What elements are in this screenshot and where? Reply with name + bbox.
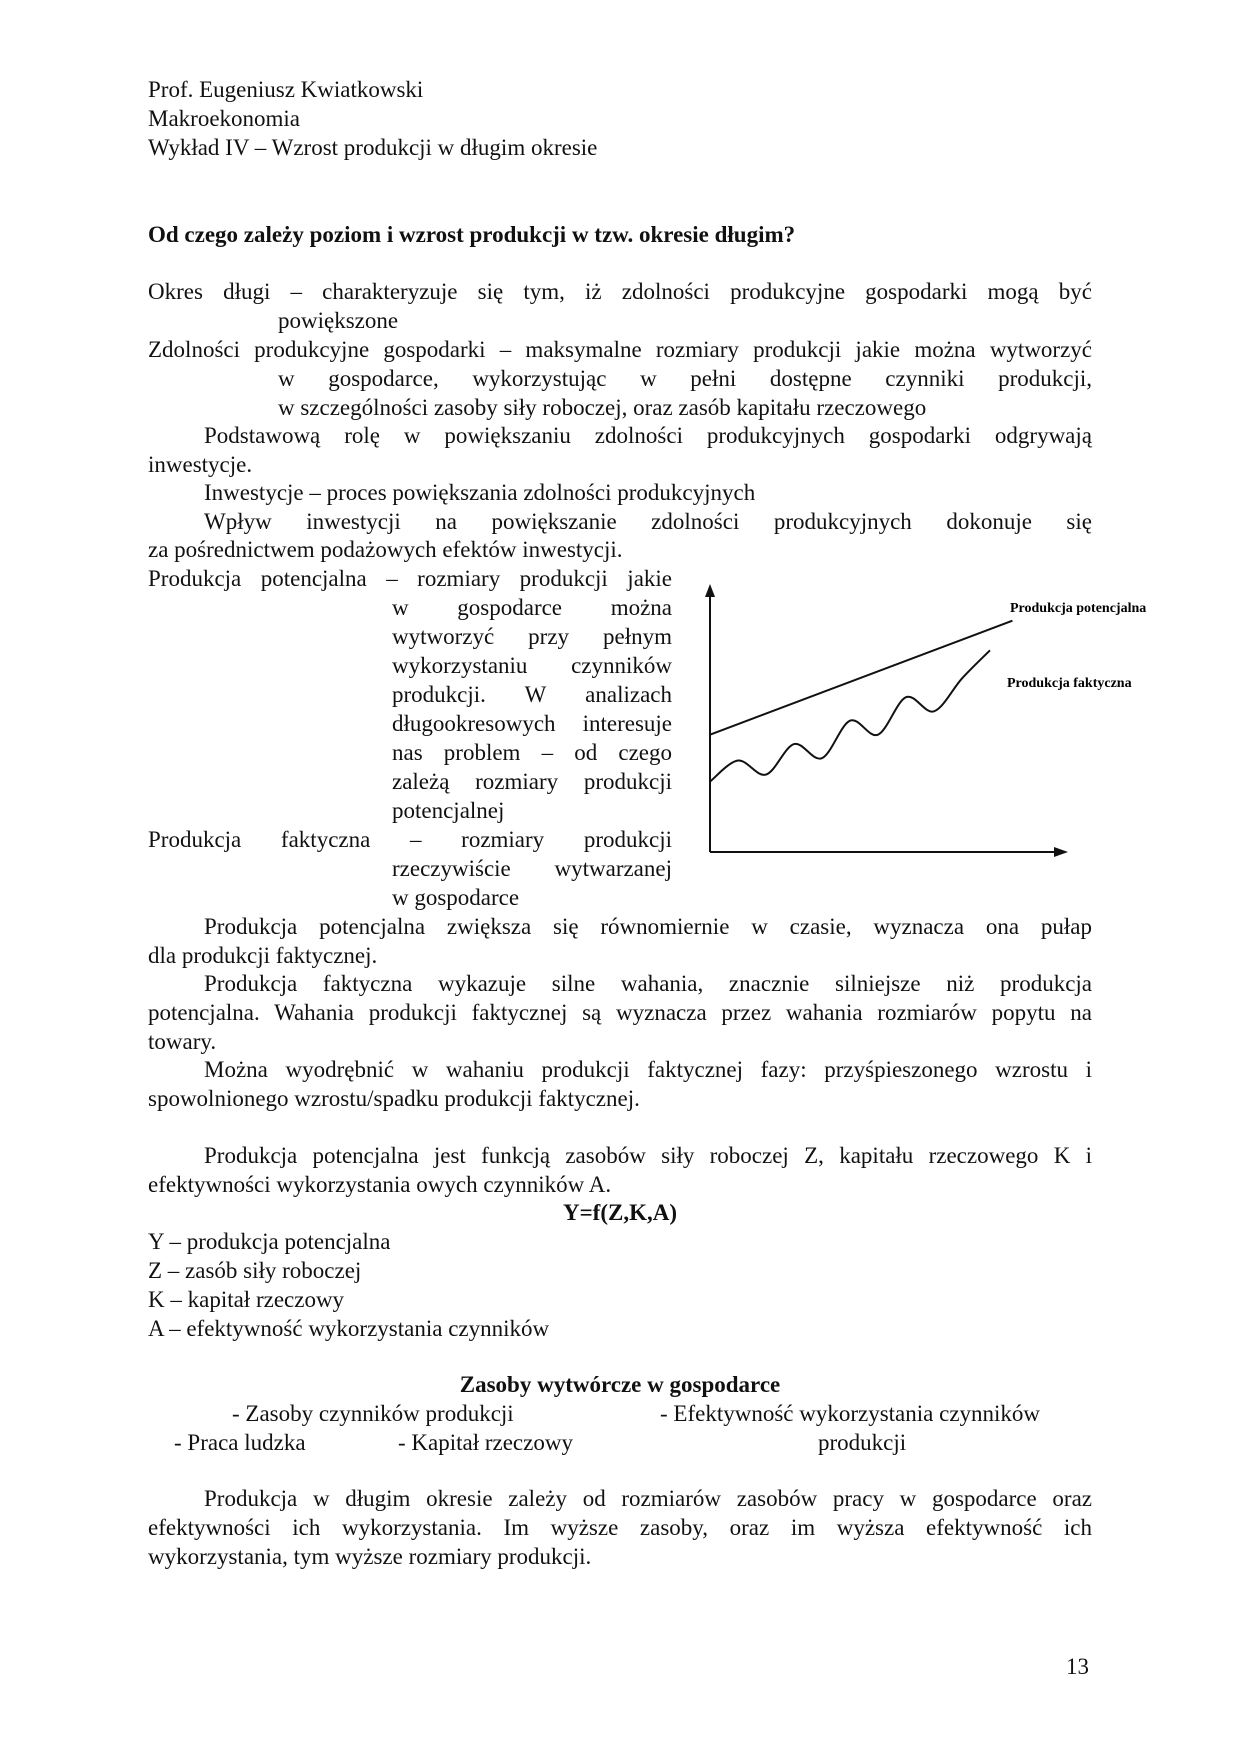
page-number: 13	[1066, 1654, 1089, 1679]
formula: Y=f(Z,K,A)	[562, 1200, 678, 1225]
conclusion-line3: wykorzystania, tym wyższe rozmiary produkcji.	[148, 1544, 592, 1569]
legend-a: A – efektywność wykorzystania czynników	[148, 1316, 550, 1341]
zasoby-heading: Zasoby wytwórcze w gospodarce	[459, 1372, 781, 1397]
zdolnosci-line3: w szczególności zasoby siły roboczej, oraz zasób kapitału rzeczowego	[278, 395, 927, 420]
para1-line1: Produkcja potencjalna zwiększa się równomiernie w czasie, wyznacza ona pułap	[204, 914, 1092, 939]
potencjalna-def-line6: długookresowych interesuje	[392, 711, 672, 736]
conclusion-line2: efektywności ich wykorzystania. Im wyższe zasoby, oraz im wyższa efektywność ich	[148, 1515, 1092, 1540]
funkcja-line1: Produkcja potencjalna jest funkcją zasobów siły roboczej Z, kapitału rzeczowego K i	[204, 1143, 1092, 1168]
potencjalna-def-line1: Produkcja potencjalna – rozmiary produkcji jakie	[148, 566, 672, 591]
para3-line2: spowolnionego wzrostu/spadku produkcji faktycznej.	[148, 1086, 640, 1111]
faktyczna-def-line3: w gospodarce	[392, 885, 520, 910]
potencjalna-def-line5: produkcji. W analizach	[392, 682, 672, 707]
section-heading: Od czego zależy poziom i wzrost produkcji w tzw. okresie długim?	[148, 222, 796, 247]
potencjalna-def-line7: nas problem – od czego	[392, 740, 672, 765]
para2-line1: Produkcja faktyczna wykazuje silne wahania, znacznie silniejsze niż produkcja	[204, 971, 1092, 996]
inwestycje-definition: Inwestycje – proces powiększania zdolności produkcyjnych	[204, 480, 756, 505]
zdolnosci-line2: w gospodarce, wykorzystując w pełni dostępne czynniki produkcji,	[278, 366, 1092, 391]
author: Prof. Eugeniusz Kwiatkowski	[148, 77, 424, 102]
series-label-faktyczna: Produkcja faktyczna	[1007, 676, 1132, 691]
podstawowa-line2: inwestycje.	[148, 452, 253, 477]
potencjalna-def-line3: wytworzyć przy pełnym	[392, 624, 672, 649]
potencjalna-def-line4: wykorzystaniu czynników	[392, 653, 672, 678]
para3-line1: Można wyodrębnić w wahaniu produkcji faktycznej fazy: przyśpieszonego wzrostu i	[204, 1057, 1092, 1082]
faktyczna-def-line1: Produkcja faktyczna – rozmiary produkcji	[148, 827, 672, 852]
podstawowa-line1: Podstawową rolę w powiększaniu zdolności produkcyjnych gospodarki odgrywają	[204, 423, 1092, 448]
zasoby-item-kapital: - Kapitał rzeczowy	[398, 1430, 573, 1455]
x-axis	[710, 847, 1068, 857]
zasoby-item-praca: - Praca ludzka	[174, 1430, 306, 1455]
production-chart	[700, 580, 1180, 870]
zdolnosci-line1: Zdolności produkcyjne gospodarki – maksymalne rozmiary produkcji jakie można wytworzyć	[148, 337, 1092, 362]
para1-line2: dla produkcji faktycznej.	[148, 943, 378, 968]
funkcja-line2: efektywności wykorzystania owych czynników A.	[148, 1172, 612, 1197]
wplyw-line1: Wpływ inwestycji na powiększanie zdolności produkcyjnych dokonuje się	[204, 509, 1092, 534]
legend-k: K – kapitał rzeczowy	[148, 1287, 345, 1312]
series-label-potencjalna: Produkcja potencjalna	[1010, 601, 1147, 616]
lecture-title: Wykład IV – Wzrost produkcji w długim okresie	[148, 135, 598, 160]
potencjalna-def-line2: w gospodarce można	[392, 595, 672, 620]
series-line-potencjalna	[710, 621, 1012, 735]
course-title: Makroekonomia	[148, 106, 301, 131]
para2-line3: towary.	[148, 1029, 217, 1054]
y-axis	[705, 584, 715, 852]
zasoby-item-efektywnosc: - Efektywność wykorzystania czynników	[660, 1401, 1041, 1426]
legend-z: Z – zasób siły roboczej	[148, 1258, 362, 1283]
potencjalna-def-line8: zależą rozmiary produkcji	[392, 769, 672, 794]
series-line-faktyczna	[710, 650, 990, 781]
okres-dlugi-line2: powiększone	[278, 308, 399, 333]
potencjalna-def-line9: potencjalnej	[392, 798, 505, 823]
zasoby-item-czynniki: - Zasoby czynników produkcji	[232, 1401, 514, 1426]
conclusion-line1: Produkcja w długim okresie zależy od rozmiarów zasobów pracy w gospodarce oraz	[204, 1486, 1092, 1511]
okres-dlugi-line1: Okres długi – charakteryzuje się tym, iż zdolności produkcyjne gospodarki mogą być	[148, 279, 1092, 304]
zasoby-item-efektywnosc-cont: produkcji	[818, 1430, 907, 1455]
faktyczna-def-line2: rzeczywiście wytwarzanej	[392, 856, 672, 881]
wplyw-line2: za pośrednictwem podażowych efektów inwestycji.	[148, 537, 623, 562]
legend-y: Y – produkcja potencjalna	[148, 1229, 391, 1254]
para2-line2: potencjalna. Wahania produkcji faktycznej są wyznacza przez wahania rozmiarów popytu na	[148, 1000, 1092, 1025]
